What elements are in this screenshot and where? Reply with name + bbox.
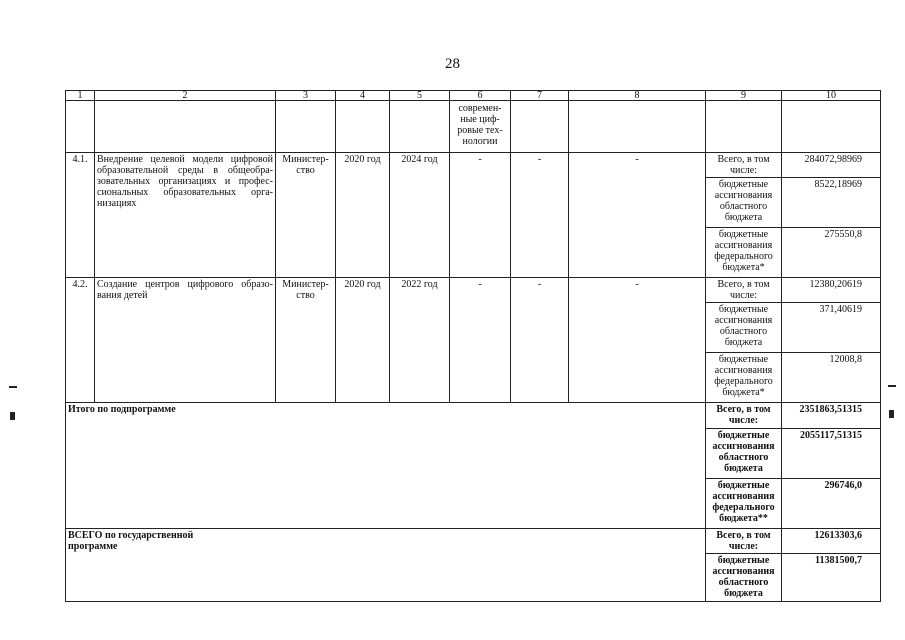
budget-table: [65, 90, 881, 602]
continuation-col6: современ-ные циф-ровые тех-нологии: [450, 101, 511, 153]
subprogram-total-row: [66, 403, 881, 429]
funding-source: бюджетные ассигнования федерального бюджета**: [706, 479, 782, 529]
column-number: 3: [276, 91, 336, 101]
funding-amount: 296746,0: [782, 479, 881, 529]
table-row: [66, 278, 881, 303]
funding-source: бюджетные ассигнования областного бюджета: [706, 554, 782, 602]
column-number: 4: [336, 91, 390, 101]
funding-source: Всего, в том числе:: [706, 403, 782, 429]
funding-amount: 11381500,7: [782, 554, 881, 602]
col7-value: -: [511, 278, 569, 403]
program-total-label-text: ВСЕГО по государственной программе: [68, 530, 194, 552]
col6-value: -: [450, 278, 511, 403]
column-number: 9: [706, 91, 782, 101]
table-row: [66, 153, 881, 178]
executor: Министер-ство: [276, 153, 336, 278]
scan-mark: [888, 385, 896, 387]
column-number: 7: [511, 91, 569, 101]
row-number: 4.1.: [66, 153, 95, 278]
funding-source: бюджетные ассигнования областного бюджета: [706, 178, 782, 228]
measure-name: Внедрение целевой модели цифровой образовательной среды в общеобра-зовательных организациях и профес-сиональных образовательных орга-низациях: [95, 153, 276, 278]
column-number: 2: [95, 91, 276, 101]
funding-amount: 2055117,51315: [782, 429, 881, 479]
program-total-label: [66, 529, 706, 602]
measure-name: Создание центров цифрового образо-вания детей: [95, 278, 276, 403]
scan-mark: [889, 410, 894, 418]
funding-source: Всего, в том числе:: [706, 529, 782, 554]
funding-source: Всего, в том числе:: [706, 153, 782, 178]
scan-mark: [10, 412, 15, 420]
continuation-row: [66, 101, 881, 153]
funding-amount: 2351863,51315: [782, 403, 881, 429]
page-number: 28: [445, 56, 460, 72]
program-total-row: [66, 529, 881, 554]
funding-source: бюджетные ассигнования федерального бюджета*: [706, 353, 782, 403]
start-year: 2020 год: [336, 278, 390, 403]
funding-source: Всего, в том числе:: [706, 278, 782, 303]
column-number-row: [66, 91, 881, 101]
col6-value: -: [450, 153, 511, 278]
funding-amount: 12008,8: [782, 353, 881, 403]
start-year: 2020 год: [336, 153, 390, 278]
executor: Министер-ство: [276, 278, 336, 403]
row-number: 4.2.: [66, 278, 95, 403]
column-number: 1: [66, 91, 95, 101]
funding-amount: 8522,18969: [782, 178, 881, 228]
funding-source: бюджетные ассигнования областного бюджета: [706, 429, 782, 479]
subprogram-total-label: Итого по подпрограмме: [66, 403, 706, 529]
column-number: 5: [390, 91, 450, 101]
funding-amount: 371,40619: [782, 303, 881, 353]
column-number: 6: [450, 91, 511, 101]
col8-value: -: [569, 153, 706, 278]
col8-value: -: [569, 278, 706, 403]
funding-amount: 284072,98969: [782, 153, 881, 178]
funding-amount: 12613303,6: [782, 529, 881, 554]
scan-mark: [9, 386, 17, 388]
column-number: 10: [782, 91, 881, 101]
funding-amount: 12380,20619: [782, 278, 881, 303]
end-year: 2022 год: [390, 278, 450, 403]
end-year: 2024 год: [390, 153, 450, 278]
col7-value: -: [511, 153, 569, 278]
funding-amount: 275550,8: [782, 228, 881, 278]
funding-source: бюджетные ассигнования федерального бюджета*: [706, 228, 782, 278]
column-number: 8: [569, 91, 706, 101]
funding-source: бюджетные ассигнования областного бюджета: [706, 303, 782, 353]
